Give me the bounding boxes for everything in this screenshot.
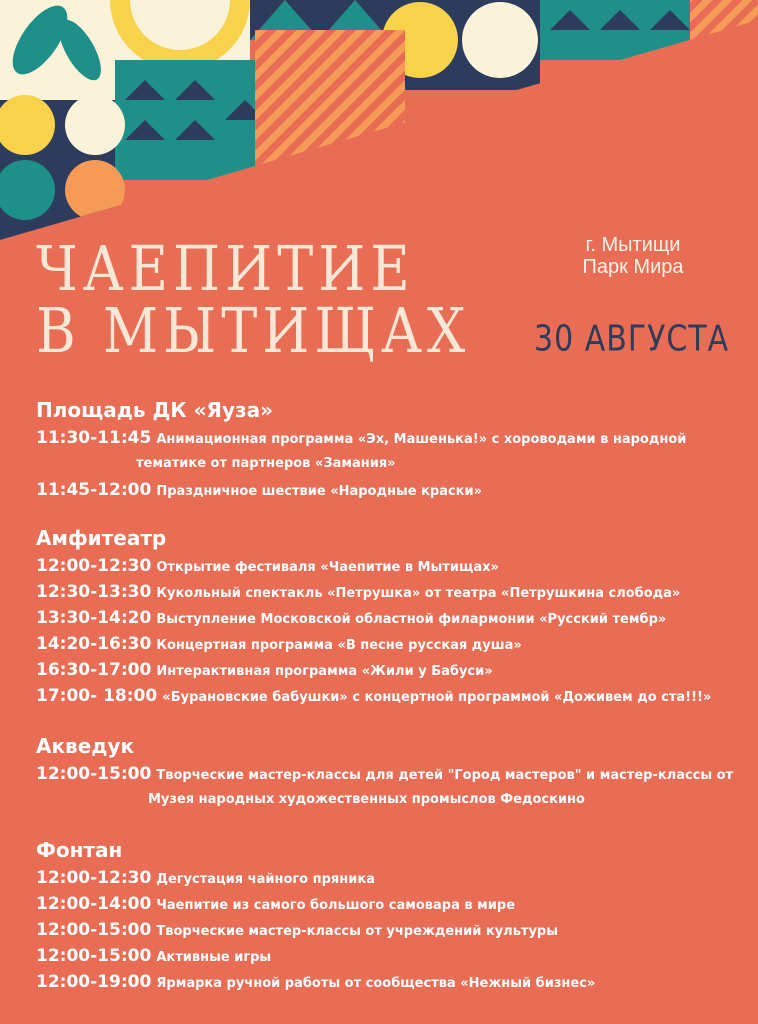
schedule-desc: Творческие мастер-классы от учреждений культуры xyxy=(156,924,558,939)
schedule-row xyxy=(36,608,736,628)
schedule-time: 12:00-15:00 xyxy=(36,920,152,940)
schedule-row xyxy=(36,480,736,500)
section-title: Фонтан xyxy=(36,838,123,862)
schedule-time: 13:30-14:20 xyxy=(36,608,152,628)
schedule-desc: Концертная программа «В песне русская душа» xyxy=(156,638,522,653)
section-title: Площадь ДК «Яуза» xyxy=(36,398,274,422)
schedule-desc: Интерактивная программа «Жили у Бабуси» xyxy=(156,664,493,679)
schedule-row xyxy=(36,894,736,914)
schedule-desc: Выступление Московской областной филармонии «Русский тембр» xyxy=(156,612,667,627)
schedule-row xyxy=(36,868,736,888)
schedule-time: 12:00-12:30 xyxy=(36,868,152,888)
schedule-row xyxy=(36,582,736,602)
section-title: Амфитеатр xyxy=(36,526,167,550)
schedule-time: 12:00-19:00 xyxy=(36,972,152,992)
schedule-time: 16:30-17:00 xyxy=(36,660,152,680)
schedule-time: 11:30-11:45 xyxy=(36,428,152,448)
schedule-desc: Открытие фестиваля «Чаепитие в Мытищах» xyxy=(156,560,499,575)
schedule-row xyxy=(36,920,736,940)
schedule-row xyxy=(36,946,736,966)
schedule-desc: Праздничное шествие «Народные краски» xyxy=(156,484,483,499)
schedule-desc: «Бурановские бабушки» с концертной программой «Доживем до ста!!!» xyxy=(162,690,712,705)
schedule-desc: Активные игры xyxy=(156,950,272,965)
schedule-desc: Чаепитие из самого большого самовара в мире xyxy=(156,898,516,913)
schedule-row xyxy=(36,556,736,576)
event-date: 30 АВГУСТА xyxy=(534,318,730,360)
schedule-time: 12:00-15:00 xyxy=(36,946,152,966)
folk-pattern-decoration xyxy=(0,0,758,240)
schedule-desc: Творческие мастер-классы для детей "Город мастеров" и мастер-классы от xyxy=(156,768,734,783)
schedule-time: 17:00- 18:00 xyxy=(36,686,158,706)
schedule-desc: Анимационная программа «Эх, Машенька!» с хороводами в народной xyxy=(156,432,687,447)
schedule-time: 12:30-13:30 xyxy=(36,582,152,602)
schedule-time: 14:20-16:30 xyxy=(36,634,152,654)
schedule-desc: Ярмарка ручной работы от сообщества «Нежный бизнес» xyxy=(156,976,596,991)
schedule-row xyxy=(36,634,736,654)
schedule-time: 11:45-12:00 xyxy=(36,480,152,500)
schedule-desc-continued: тематике от партнеров «Замания» xyxy=(136,456,396,471)
schedule-row xyxy=(36,764,736,784)
schedule-row xyxy=(36,686,736,706)
section-title: Акведук xyxy=(36,734,135,758)
schedule-desc-continued: Музея народных художественных промыслов Федоскино xyxy=(148,792,585,807)
festival-title-line2: В МЫТИЩАХ xyxy=(36,294,471,367)
schedule-time: 12:00-15:00 xyxy=(36,764,152,784)
schedule-row xyxy=(36,660,736,680)
schedule-desc: Дегустация чайного пряника xyxy=(156,872,375,887)
schedule-time: 12:00-12:30 xyxy=(36,556,152,576)
schedule-desc: Кукольный спектакль «Петрушка» от театра «Петрушкина слобода» xyxy=(156,586,681,601)
schedule-time: 12:00-14:00 xyxy=(36,894,152,914)
schedule-row xyxy=(36,972,736,992)
festival-title-line1: ЧАЕПИТИЕ xyxy=(36,232,415,305)
schedule-row xyxy=(36,428,736,448)
location-city: г. Мытищи xyxy=(585,234,681,256)
location-park: Парк Мира xyxy=(582,256,684,278)
